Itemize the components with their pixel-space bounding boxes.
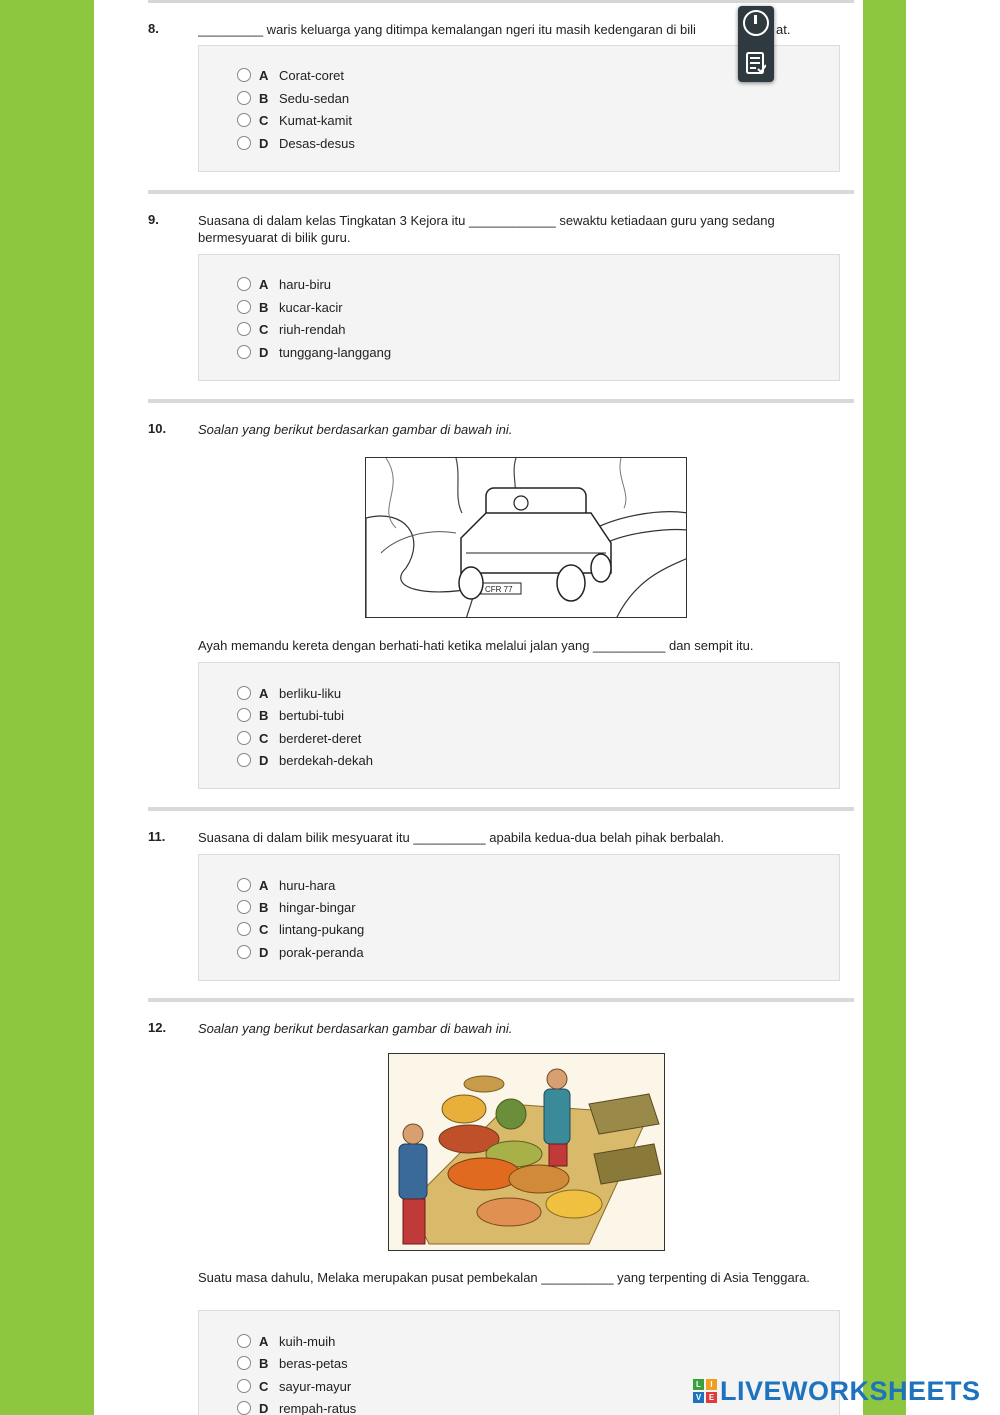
option-11a[interactable]: A huru-hara bbox=[237, 876, 335, 894]
question-divider bbox=[148, 998, 854, 1002]
radio-button[interactable] bbox=[237, 1379, 251, 1393]
radio-button[interactable] bbox=[237, 345, 251, 359]
option-8a[interactable]: A Corat-coret bbox=[237, 66, 344, 84]
option-11b[interactable]: B hingar-bingar bbox=[237, 898, 356, 916]
question-11-text: Suasana di dalam bilik mesyuarat itu __________ apabila kedua-dua belah pihak berbalah. bbox=[198, 830, 725, 845]
question-10-options bbox=[198, 662, 840, 789]
question-divider bbox=[148, 807, 854, 811]
option-8c[interactable]: C Kumat-kamit bbox=[237, 111, 352, 129]
left-green-border bbox=[0, 0, 94, 1415]
option-11d[interactable]: D porak-peranda bbox=[237, 943, 364, 961]
right-green-border bbox=[863, 0, 906, 1415]
car-drawing bbox=[366, 458, 687, 618]
liveworksheets-mark-icon: L I V E bbox=[693, 1379, 717, 1403]
question-8-number: 8. bbox=[148, 21, 159, 36]
radio-button[interactable] bbox=[237, 1356, 251, 1370]
radio-button[interactable] bbox=[237, 708, 251, 722]
radio-button[interactable] bbox=[237, 945, 251, 959]
liveworksheets-logo bbox=[693, 1374, 981, 1408]
top-divider bbox=[148, 0, 854, 3]
brand-name: LIVEWORKSHEETS bbox=[720, 1375, 981, 1406]
option-8b[interactable]: B Sedu-sedan bbox=[237, 89, 349, 107]
option-10a[interactable]: A berliku-liku bbox=[237, 684, 341, 702]
option-9b[interactable]: B kucar-kacir bbox=[237, 298, 343, 316]
option-10c[interactable]: C berderet-deret bbox=[237, 729, 361, 747]
radio-button[interactable] bbox=[237, 686, 251, 700]
radio-button[interactable] bbox=[237, 113, 251, 127]
question-divider bbox=[148, 399, 854, 403]
spice-market-drawing bbox=[389, 1054, 665, 1251]
radio-button[interactable] bbox=[237, 900, 251, 914]
option-11c[interactable]: C lintang-pukang bbox=[237, 920, 364, 938]
question-divider bbox=[148, 190, 854, 194]
radio-button[interactable] bbox=[237, 1401, 251, 1415]
license-plate: CFR 77 bbox=[485, 585, 513, 594]
radio-button[interactable] bbox=[237, 322, 251, 336]
question-8-text: _________ waris keluarga yang ditimpa kemalangan ngeri itu masih kedengaran di bili bbox=[198, 22, 696, 37]
question-10-text: Ayah memandu kereta dengan berhati-hati ketika melalui jalan yang __________ dan sempit itu. bbox=[198, 638, 754, 653]
question-9-number: 9. bbox=[148, 212, 159, 227]
timer-icon[interactable] bbox=[743, 10, 769, 36]
radio-button[interactable] bbox=[237, 922, 251, 936]
option-8d[interactable]: D Desas-desus bbox=[237, 134, 355, 152]
radio-button[interactable] bbox=[237, 753, 251, 767]
radio-button[interactable] bbox=[237, 277, 251, 291]
option-10d[interactable]: D berdekah-dekah bbox=[237, 751, 373, 769]
option-9c[interactable]: C riuh-rendah bbox=[237, 320, 346, 338]
option-9d[interactable]: D tunggang-langgang bbox=[237, 343, 391, 361]
question-9-text: Suasana di dalam kelas Tingkatan 3 Kejora itu ____________ sewaktu ketiadaan guru yang sedang bermesyuarat di bilik guru. bbox=[198, 213, 775, 245]
question-11-number: 11. bbox=[148, 829, 166, 844]
option-9a[interactable]: A haru-biru bbox=[237, 275, 331, 293]
question-12-number: 12. bbox=[148, 1020, 167, 1035]
radio-button[interactable] bbox=[237, 731, 251, 745]
radio-button[interactable] bbox=[237, 136, 251, 150]
question-8-text-tail: at. bbox=[776, 22, 791, 37]
question-10-instruction: Soalan yang berikut berdasarkan gambar di bawah ini. bbox=[198, 422, 513, 437]
question-10-number: 10. bbox=[148, 421, 167, 436]
question-11-options bbox=[198, 854, 840, 981]
spice-market-illustration bbox=[388, 1053, 665, 1251]
option-12a[interactable]: A kuih-muih bbox=[237, 1332, 335, 1350]
radio-button[interactable] bbox=[237, 1334, 251, 1348]
option-10b[interactable]: B bertubi-tubi bbox=[237, 706, 344, 724]
radio-button[interactable] bbox=[237, 68, 251, 82]
question-12-instruction: Soalan yang berikut berdasarkan gambar di bawah ini. bbox=[198, 1021, 513, 1036]
floating-toolbar bbox=[738, 6, 774, 82]
notes-icon[interactable] bbox=[746, 52, 766, 74]
question-9-options bbox=[198, 254, 840, 381]
option-12b[interactable]: B beras-petas bbox=[237, 1354, 348, 1372]
right-margin bbox=[906, 0, 1000, 1415]
radio-button[interactable] bbox=[237, 91, 251, 105]
car-road-illustration bbox=[365, 457, 687, 618]
radio-button[interactable] bbox=[237, 878, 251, 892]
option-12c[interactable]: C sayur-mayur bbox=[237, 1377, 351, 1395]
option-12d[interactable]: D rempah-ratus bbox=[237, 1399, 356, 1415]
radio-button[interactable] bbox=[237, 300, 251, 314]
question-12-text: Suatu masa dahulu, Melaka merupakan pusat pembekalan __________ yang terpenting di Asia Tenggara. bbox=[198, 1270, 810, 1285]
